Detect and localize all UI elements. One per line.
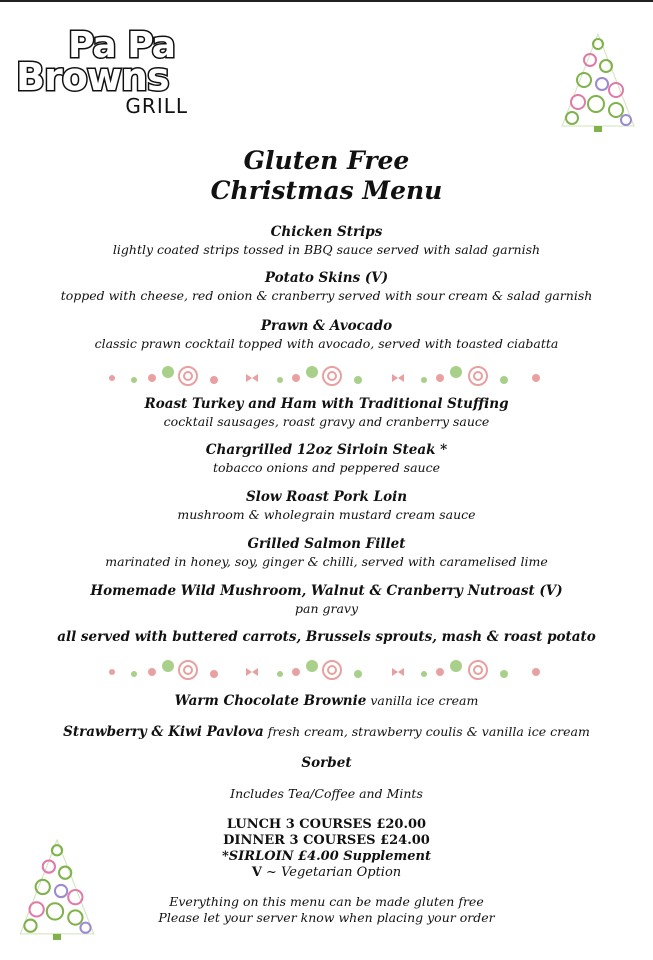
dessert-name: Warm Chocolate Brownie: [174, 693, 367, 709]
menu-item-name: Potato Skins (V): [264, 270, 389, 286]
menu-item-description: cocktail sausages, roast gravy and cranberry sauce: [163, 414, 490, 429]
footer-line-2: Please let your server know when placing your order: [158, 910, 495, 925]
menu-item-name: Prawn & Avocado: [260, 318, 393, 334]
menu-item-description: mushroom & wholegrain mustard cream sauce: [177, 507, 476, 522]
mains-accompaniment-text: all served with buttered carrots, Brussels sprouts, mash & roast potato: [57, 629, 596, 645]
includes-note: Includes Tea/Coffee and Mints: [230, 786, 423, 801]
dessert-description: fresh cream, strawberry coulis & vanilla ice cream: [263, 724, 590, 739]
menu-item-description: classic prawn cocktail topped with avocado, served with toasted ciabatta: [94, 336, 559, 351]
menu-item: [0, 270, 653, 304]
menu-item-name: Grilled Salmon Fillet: [247, 536, 406, 552]
menu-item: [0, 224, 653, 258]
menu-item: [0, 318, 653, 352]
dinner-price: DINNER 3 COURSES £24.00: [223, 833, 430, 848]
menu-item: [0, 583, 653, 617]
menu-item-name: Homemade Wild Mushroom, Walnut & Cranberry Nutroast (V): [90, 583, 563, 599]
bauble-divider: [104, 652, 550, 682]
sirloin-supplement: *SIRLOIN £4.00 Supplement: [222, 849, 431, 864]
restaurant-logo: [16, 25, 188, 118]
footer-line-1: Everything on this menu can be made gluten free: [169, 894, 484, 909]
menu-item-description: topped with cheese, red onion & cranberry served with sour cream & salad garnish: [60, 288, 593, 303]
menu-item: [0, 396, 653, 430]
logo-line-2: Browns: [16, 55, 169, 99]
menu-title-line-1: Gluten Free: [243, 146, 410, 175]
christmas-tree-icon: [556, 30, 640, 134]
menu-title: [0, 146, 653, 206]
menu-item-description: lightly coated strips tossed in BBQ sauce served with salad garnish: [112, 242, 541, 257]
menu-item-name: Chargrilled 12oz Sirloin Steak *: [205, 442, 448, 458]
dessert-description: vanilla ice cream: [366, 693, 479, 708]
menu-item-name: Roast Turkey and Ham with Traditional Stuffing: [144, 396, 509, 412]
christmas-tree-icon: [14, 836, 100, 942]
dessert-name: Sorbet: [301, 755, 352, 771]
mains-accompaniment-note: [0, 629, 653, 646]
menu-item-description: tobacco onions and peppered sauce: [213, 460, 440, 475]
bauble-divider: [104, 358, 550, 388]
menu-item: [0, 442, 653, 476]
logo-line-1: Pa Pa: [68, 25, 175, 66]
vegetarian-key: V: [251, 865, 262, 880]
menu-item-description: pan gravy: [294, 601, 359, 616]
lunch-price: LUNCH 3 COURSES £20.00: [226, 817, 427, 832]
menu-item-description: marinated in honey, soy, ginger & chilli, served with caramelised lime: [105, 554, 548, 569]
dessert-name: Strawberry & Kiwi Pavlova: [63, 724, 264, 740]
menu-item-name: Chicken Strips: [270, 224, 383, 240]
menu-item-name: Slow Roast Pork Loin: [245, 489, 408, 505]
logo-line-3: GRILL: [125, 94, 188, 118]
dessert-item: [0, 754, 653, 772]
menu-item: [0, 536, 653, 570]
vegetarian-key-text: ~ Vegetarian Option: [261, 865, 402, 880]
menu-item: [0, 489, 653, 523]
page-top-border: [0, 0, 653, 2]
menu-title-line-2: Christmas Menu: [210, 176, 443, 205]
dessert-item: [0, 723, 653, 741]
dessert-item: [0, 692, 653, 710]
